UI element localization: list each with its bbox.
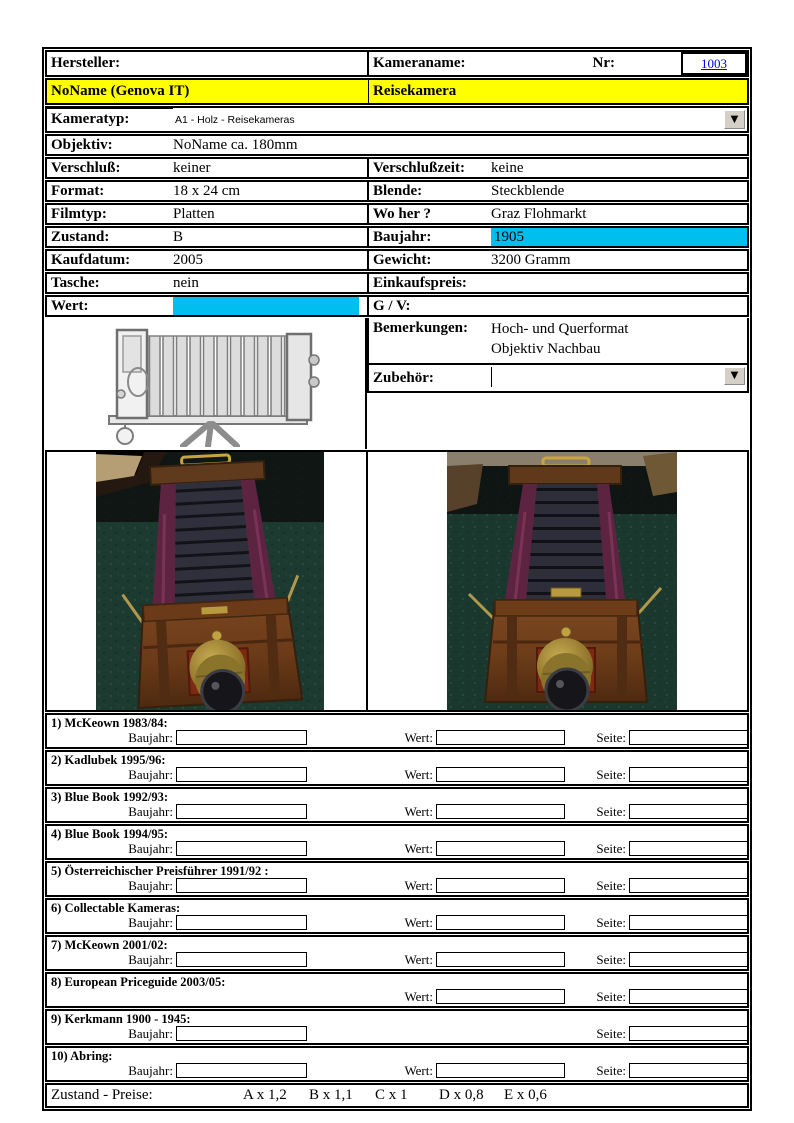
price-guide-fields (47, 952, 747, 969)
verschluss-value[interactable]: keiner (173, 159, 211, 176)
kameraname-cell (369, 52, 747, 75)
price-baujahr-label: Baujahr: (128, 767, 173, 782)
price-wert-label: Wert: (404, 878, 433, 893)
zustand-preise-row (45, 1083, 749, 1108)
price-guide-title: 4) Blue Book 1994/95: (51, 827, 169, 841)
blende-label: Blende: (373, 182, 423, 199)
bemerkungen-line-1[interactable]: Hoch- und Querformat (491, 321, 629, 337)
price-baujahr-input[interactable] (176, 804, 307, 819)
price-baujahr-label: Baujahr: (128, 915, 173, 930)
multiplier-e: E x 0,6 (504, 1087, 547, 1103)
mid-section (45, 318, 749, 449)
price-seite-label: Seite: (596, 878, 626, 893)
wert-row (45, 295, 749, 317)
tasche-value[interactable]: nein (173, 274, 199, 291)
price-guide-entry (45, 898, 749, 934)
hersteller-label: Hersteller: (51, 55, 121, 71)
camera-photo-left (96, 452, 324, 710)
objektiv-value[interactable]: NoName ca. 180mm (173, 136, 298, 153)
price-guide-title: 2) Kadlubek 1995/96: (51, 753, 166, 767)
price-seite-label: Seite: (596, 767, 626, 782)
baujahr-field-highlighted[interactable] (491, 228, 747, 246)
price-baujahr-label: Baujahr: (128, 804, 173, 819)
gv-label: G / V: (373, 297, 411, 314)
price-seite-input[interactable] (629, 730, 748, 745)
record-number-box (681, 52, 747, 75)
price-guide-fields (47, 878, 747, 895)
format-value[interactable]: 18 x 24 cm (173, 182, 241, 199)
price-wert-input[interactable] (436, 767, 565, 782)
price-guide-entry (45, 972, 749, 1008)
filmtyp-value[interactable]: Platten (173, 205, 215, 222)
camera-line-drawing-image (81, 320, 331, 447)
kameratyp-label: Kameratyp: (51, 111, 130, 127)
price-seite-label: Seite: (596, 804, 626, 819)
multiplier-b: B x 1,1 (309, 1087, 353, 1103)
verschlusszeit-value[interactable]: keine (491, 159, 524, 176)
price-wert-label: Wert: (404, 804, 433, 819)
price-baujahr-label: Baujahr: (128, 841, 173, 856)
price-baujahr-label: Baujahr: (128, 878, 173, 893)
price-guide-fields (47, 915, 747, 932)
nr-label: Nr: (592, 55, 615, 71)
chevron-down-icon: ▼ (730, 113, 739, 125)
price-wert-input[interactable] (436, 804, 565, 819)
format-row (45, 180, 749, 202)
verschlusszeit-label: Verschlußzeit: (373, 159, 465, 176)
zubehoer-dropdown-button[interactable] (724, 367, 745, 385)
price-wert-label: Wert: (404, 915, 433, 930)
price-wert-input[interactable] (436, 915, 565, 930)
objektiv-label: Objektiv: (51, 136, 113, 153)
price-seite-input[interactable] (629, 767, 748, 782)
price-guide-title: 7) McKeown 2001/02: (51, 938, 168, 952)
price-guide-fields (47, 1026, 747, 1043)
price-seite-input[interactable] (629, 989, 748, 1004)
kameratyp-dropdown-button[interactable] (724, 110, 745, 129)
kameraname-label: Kameraname: (373, 55, 466, 71)
price-guide-fields (47, 804, 747, 821)
kameratyp-row (45, 106, 749, 133)
price-seite-label: Seite: (596, 989, 626, 1004)
price-seite-input[interactable] (629, 952, 748, 967)
price-seite-input[interactable] (629, 841, 748, 856)
tasche-row (45, 272, 749, 294)
price-baujahr-input[interactable] (176, 841, 307, 856)
price-guide-entry (45, 750, 749, 786)
price-baujahr-input[interactable] (176, 730, 307, 745)
multiplier-d: D x 0,8 (439, 1087, 484, 1103)
empty-area (367, 393, 749, 449)
price-guide-title: 10) Abring: (51, 1049, 113, 1063)
objektiv-row (45, 134, 749, 156)
price-guide-title: 5) Österreichischer Preisführer 1991/92 : (51, 864, 269, 878)
bemerkungen-cell (367, 318, 749, 365)
price-seite-label: Seite: (596, 730, 626, 745)
price-wert-label: Wert: (404, 767, 433, 782)
kameratyp-combo-value[interactable]: A1 - Holz - Reisekameras (175, 113, 295, 126)
price-seite-input[interactable] (629, 1063, 748, 1078)
price-wert-label: Wert: (404, 1063, 433, 1078)
camera-record-form (42, 47, 752, 1111)
filmtyp-label: Filmtyp: (51, 205, 107, 222)
hersteller-value-cell[interactable] (47, 80, 369, 103)
baujahr-value[interactable]: 1905 (494, 228, 524, 245)
price-guide-entry (45, 713, 749, 749)
drawing-cell (45, 318, 367, 449)
zubehoer-label: Zubehör: (373, 369, 434, 386)
price-baujahr-label: Baujahr: (128, 1026, 173, 1041)
price-wert-label: Wert: (404, 989, 433, 1004)
price-guide-entry (45, 787, 749, 823)
woher-value[interactable]: Graz Flohmarkt (491, 205, 587, 222)
price-wert-input[interactable] (436, 989, 565, 1004)
price-baujahr-input[interactable] (176, 915, 307, 930)
einkaufspreis-label: Einkaufspreis: (373, 274, 467, 291)
name-row (45, 78, 749, 105)
zustand-preise-label: Zustand - Preise: (51, 1087, 153, 1103)
photo-cell-right (368, 452, 747, 710)
hersteller-cell (47, 52, 369, 75)
gewicht-value[interactable]: 3200 Gramm (491, 251, 571, 268)
price-seite-input[interactable] (629, 1026, 748, 1041)
price-baujahr-input[interactable] (176, 1063, 307, 1078)
price-guide-entry (45, 1009, 749, 1045)
price-baujahr-input[interactable] (176, 952, 307, 967)
header-row (45, 50, 749, 77)
price-seite-input[interactable] (629, 915, 748, 930)
kameraname-value-cell[interactable] (369, 80, 747, 103)
woher-label: Wo her ? (373, 205, 432, 222)
price-wert-label: Wert: (404, 730, 433, 745)
multiplier-a: A x 1,2 (243, 1087, 287, 1103)
price-wert-input[interactable] (436, 1063, 565, 1078)
price-guide-title: 1) McKeown 1983/84: (51, 716, 168, 730)
price-wert-input[interactable] (436, 878, 565, 893)
photo-section (45, 450, 749, 712)
zubehoer-combo[interactable] (491, 367, 747, 387)
price-seite-input[interactable] (629, 878, 748, 893)
divider (45, 106, 173, 109)
price-guide-entry (45, 861, 749, 897)
zustand-label: Zustand: (51, 228, 110, 245)
price-baujahr-label: Baujahr: (128, 952, 173, 967)
price-seite-label: Seite: (596, 1026, 626, 1041)
price-baujahr-input[interactable] (176, 1026, 307, 1041)
hersteller-value[interactable]: NoName (Genova IT) (51, 83, 190, 99)
price-guide-title: 6) Collectable Kameras: (51, 901, 181, 915)
price-seite-input[interactable] (629, 804, 748, 819)
price-wert-label: Wert: (404, 952, 433, 967)
price-guide-title: 3) Blue Book 1992/93: (51, 790, 169, 804)
price-wert-input[interactable] (436, 841, 565, 856)
price-baujahr-label: Baujahr: (128, 1063, 173, 1078)
chevron-down-icon: ▼ (730, 370, 739, 381)
price-seite-label: Seite: (596, 952, 626, 967)
price-wert-label: Wert: (404, 841, 433, 856)
price-guide-fields (47, 1063, 747, 1080)
blende-value[interactable]: Steckblende (491, 182, 565, 199)
price-seite-label: Seite: (596, 1063, 626, 1078)
price-guide-fields (47, 730, 747, 747)
price-guide-fields (47, 841, 747, 858)
baujahr-label: Baujahr: (373, 228, 432, 245)
kaufdatum-value[interactable]: 2005 (173, 251, 203, 268)
kameraname-value[interactable]: Reisekamera (373, 83, 457, 99)
price-baujahr-input[interactable] (176, 878, 307, 893)
multiplier-c: C x 1 (375, 1087, 408, 1103)
wert-label: Wert: (51, 297, 89, 314)
price-seite-label: Seite: (596, 915, 626, 930)
zustand-row (45, 226, 749, 248)
bemerkungen-label: Bemerkungen: (373, 320, 468, 336)
kaufdatum-row (45, 249, 749, 271)
price-guide-entry (45, 1046, 749, 1082)
kaufdatum-label: Kaufdatum: (51, 251, 131, 268)
format-label: Format: (51, 182, 105, 199)
price-wert-input[interactable] (436, 952, 565, 967)
bemerkungen-value[interactable] (491, 318, 628, 363)
price-guide-entry (45, 935, 749, 971)
price-guide-fields (47, 989, 747, 1006)
zustand-value[interactable]: B (173, 228, 184, 245)
wert-field-highlighted[interactable] (173, 297, 359, 315)
bemerkungen-line-2[interactable]: Objektiv Nachbau (491, 341, 601, 357)
filmtyp-row (45, 203, 749, 225)
verschluss-row (45, 157, 749, 179)
price-guide-list (45, 713, 749, 1082)
zubehoer-combo-value[interactable] (492, 371, 494, 383)
price-baujahr-input[interactable] (176, 767, 307, 782)
price-seite-label: Seite: (596, 841, 626, 856)
tasche-label: Tasche: (51, 274, 100, 291)
photo-cell-left (47, 452, 368, 710)
gewicht-label: Gewicht: (373, 251, 432, 268)
zubehoer-row (367, 365, 749, 393)
price-guide-title: 9) Kerkmann 1900 - 1945: (51, 1012, 191, 1026)
price-baujahr-label: Baujahr: (128, 730, 173, 745)
record-number-link[interactable]: 1003 (701, 55, 727, 71)
price-guide-entry (45, 824, 749, 860)
price-guide-title: 8) European Priceguide 2003/05: (51, 975, 226, 989)
mid-right (367, 318, 749, 449)
verschluss-label: Verschluß: (51, 159, 121, 176)
price-guide-fields (47, 767, 747, 784)
price-wert-input[interactable] (436, 730, 565, 745)
camera-photo-right (447, 452, 677, 710)
